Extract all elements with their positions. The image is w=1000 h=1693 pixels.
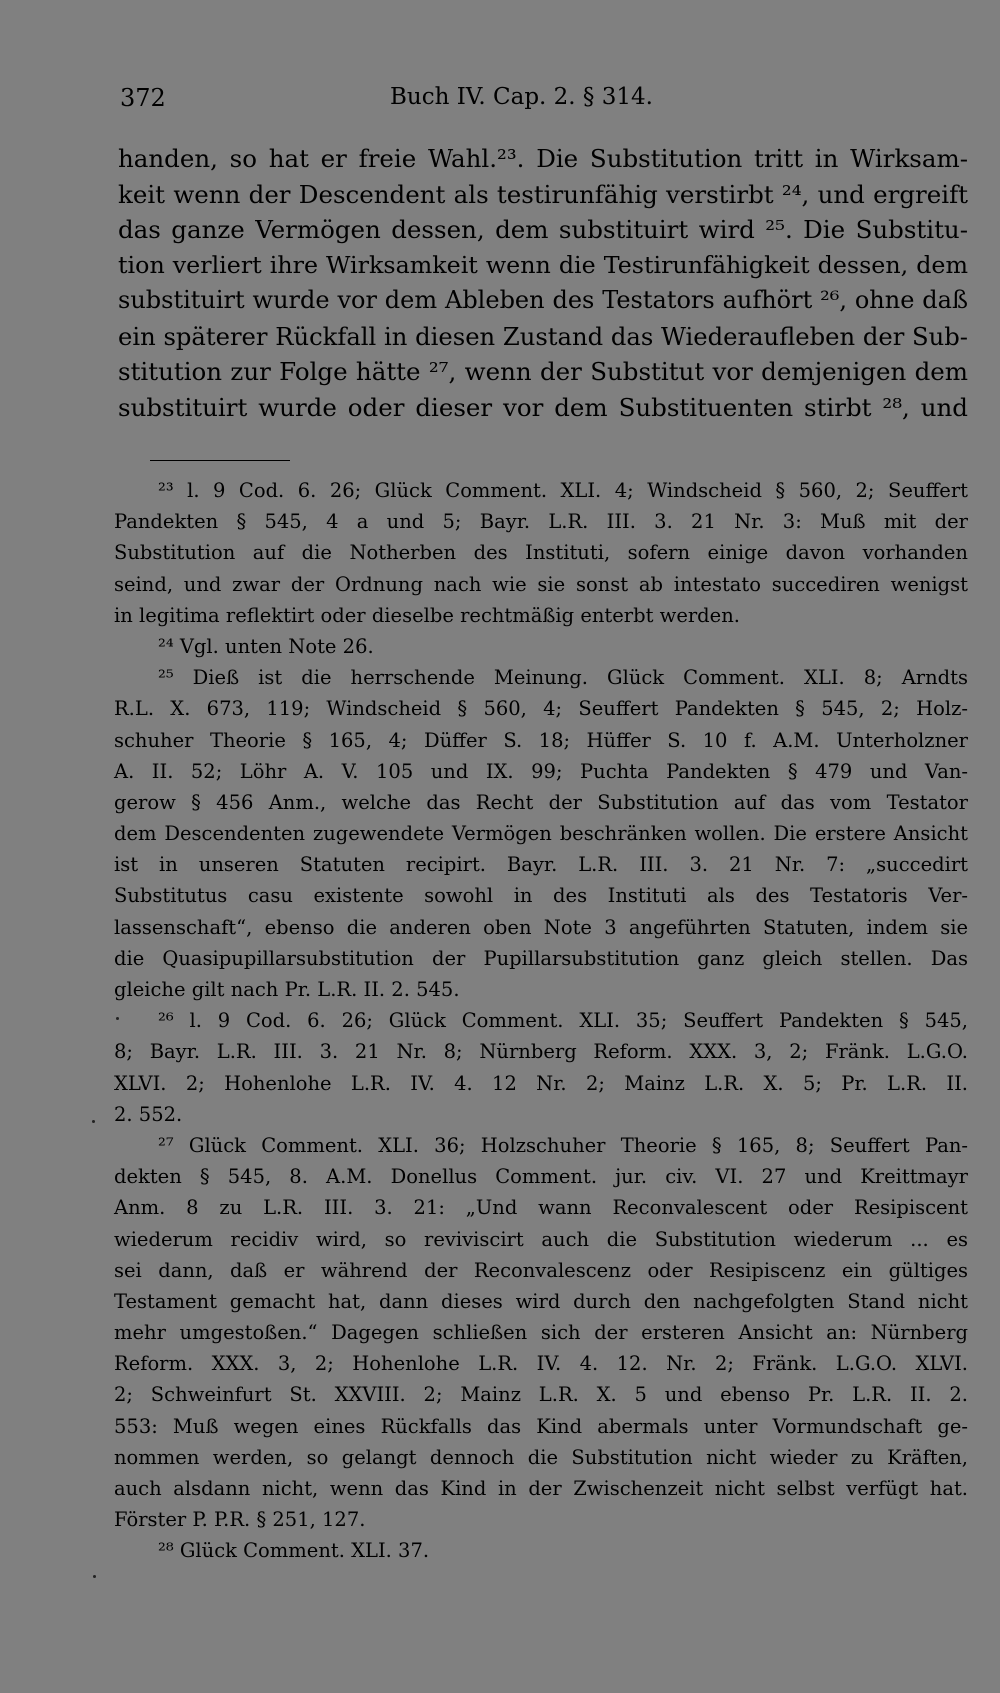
footnote-line: auch alsdann nicht, wenn das Kind in der Zwischenzeit nicht selbst verfügt hat. xyxy=(114,1477,968,1500)
footnote-line: XLVI. 2; Hohenlohe L.R. IV. 4. 12 Nr. 2; Mainz L.R. X. 5; Pr. L.R. II. xyxy=(114,1071,968,1095)
text-line: tion verliert ihre Wirksamkeit wenn die Testirunfähigkeit dessen, dem xyxy=(118,250,968,279)
footnote-line: schuher Theorie § 165, 4; Düffer S. 18; Hüffer S. 10 f. A.M. Unterholzner xyxy=(114,728,968,752)
text-line: substituirt wurde oder dieser vor dem Substituenten stirbt ²⁸, und xyxy=(118,392,968,422)
footnote-line: ²³ l. 9 Cod. 6. 26; Glück Comment. XLI. 4; Windscheid § 560, 2; Seuffert xyxy=(158,479,968,502)
footnote-line: Reform. XXX. 3, 2; Hohenlohe L.R. IV. 4. 12. Nr. 2; Fränk. L.G.O. XLVI. xyxy=(114,1352,968,1376)
text-line: stitution zur Folge hätte ²⁷, wenn der Substitut vor demjenigen dem xyxy=(118,357,968,386)
footnote-line: 2; Schweinfurt St. XXVIII. 2; Mainz L.R. X. 5 und ebenso Pr. L.R. II. 2. xyxy=(114,1383,968,1407)
footnote-line: ²⁴ Vgl. unten Note 26. xyxy=(158,634,374,658)
footnote-line: Substitutus casu existente sowohl in des Instituti als des Testatoris Ver- xyxy=(114,884,968,908)
footnote-line: dem Descendenten zugewendete Vermögen beschränken wollen. Die erstere Ansicht xyxy=(114,822,968,846)
footnote-line: R.L. X. 673, 119; Windscheid § 560, 4; Seuffert Pandekten § 545, 2; Holz- xyxy=(114,697,968,721)
footnote-line: mehr umgestoßen.“ Dagegen schließen sich der ersteren Ansicht an: Nürnberg xyxy=(114,1321,968,1345)
footnote-line: die Quasipupillarsubstitution der Pupillarsubstitution ganz gleich stellen. Das xyxy=(114,946,968,970)
footnote-line: wiederum recidiv wird, so reviviscirt auch die Substitution wiederum ... es xyxy=(114,1227,968,1251)
text-line: keit wenn der Descendent als testirunfähig verstirbt ²⁴, und ergreift xyxy=(118,179,968,209)
footnote-line: ²⁷ Glück Comment. XLI. 36; Holzschuher Theorie § 165, 8; Seuffert Pan- xyxy=(158,1133,968,1157)
text-line: das ganze Vermögen dessen, dem substituirt wird ²⁵. Die Substitu- xyxy=(118,215,968,244)
footnote-line: gleiche gilt nach Pr. L.R. II. 2. 545. xyxy=(114,978,460,1001)
print-speck xyxy=(116,1017,119,1020)
page-number: 372 xyxy=(120,84,166,112)
text-line: ein späterer Rückfall in diesen Zustand das Wiederaufleben der Sub- xyxy=(118,321,968,351)
footnote-line: ²⁶ l. 9 Cod. 6. 26; Glück Comment. XLI. 35; Seuffert Pandekten § 545, xyxy=(158,1009,968,1033)
footnote-line: in legitima reflektirt oder dieselbe rechtmäßig enterbt werden. xyxy=(114,603,740,627)
text-line: substituirt wurde vor dem Ableben des Testators aufhört ²⁶, ohne daß xyxy=(118,286,968,314)
main-text xyxy=(118,141,968,425)
footnote-line: ist in unseren Statuten recipirt. Bayr. L.R. III. 3. 21 Nr. 7: „succedirt xyxy=(114,853,968,877)
footnote-line: dekten § 545, 8. A.M. Donellus Comment. jur. civ. VI. 27 und Kreittmayr xyxy=(114,1165,968,1189)
footnotes xyxy=(114,475,968,1567)
footnote-line: lassenschaft“, ebenso die anderen oben Note 3 angeführten Statuten, indem sie xyxy=(114,915,968,939)
footnote-line: Pandekten § 545, 4 a und 5; Bayr. L.R. III. 3. 21 Nr. 3: Muß mit der xyxy=(114,510,968,534)
footnote-line: Testament gemacht hat, dann dieses wird durch den nachgefolgten Stand nicht xyxy=(114,1289,968,1313)
footnote-line: 8; Bayr. L.R. III. 3. 21 Nr. 8; Nürnberg Reform. XXX. 3, 2; Fränk. L.G.O. xyxy=(114,1040,968,1064)
footnote-line: seind, und zwar der Ordnung nach wie sie sonst ab intestato succediren wenigst xyxy=(114,572,968,596)
page-header xyxy=(120,84,960,124)
text-line: handen, so hat er freie Wahl.²³. Die Substitution tritt in Wirksam- xyxy=(118,144,968,173)
footnote-line: nommen werden, so gelangt dennoch die Substitution nicht wieder zu Kräften, xyxy=(114,1445,968,1469)
footnote-line: 2. 552. xyxy=(114,1102,183,1126)
footnote-line: 553: Muß wegen eines Rückfalls das Kind abermals unter Vormundschaft ge- xyxy=(114,1414,968,1438)
footnote-line: Förster P. P.R. § 251, 127. xyxy=(114,1508,366,1532)
footnote-line: Anm. 8 zu L.R. III. 3. 21: „Und wann Reconvalescent oder Resipiscent xyxy=(114,1196,968,1220)
footnote-line: Substitution auf die Notherben des Instituti, sofern einige davon vorhanden xyxy=(114,541,968,565)
footnote-line: ²⁸ Glück Comment. XLI. 37. xyxy=(158,1539,430,1563)
running-title: Buch IV. Cap. 2. § 314. xyxy=(390,84,653,110)
footnote-line: sei dann, daß er während der Reconvalescenz oder Resipiscenz ein gültiges xyxy=(114,1258,968,1282)
footnote-line: gerow § 456 Anm., welche das Recht der Substitution auf das vom Testator xyxy=(114,790,968,814)
footnote-line: ²⁵ Dieß ist die herrschende Meinung. Glück Comment. XLI. 8; Arndts xyxy=(158,666,968,690)
footnote-line: A. II. 52; Löhr A. V. 105 und IX. 99; Puchta Pandekten § 479 und Van- xyxy=(114,759,968,783)
footnote-divider xyxy=(150,460,290,461)
print-speck xyxy=(93,1575,96,1578)
print-speck xyxy=(92,1120,95,1123)
